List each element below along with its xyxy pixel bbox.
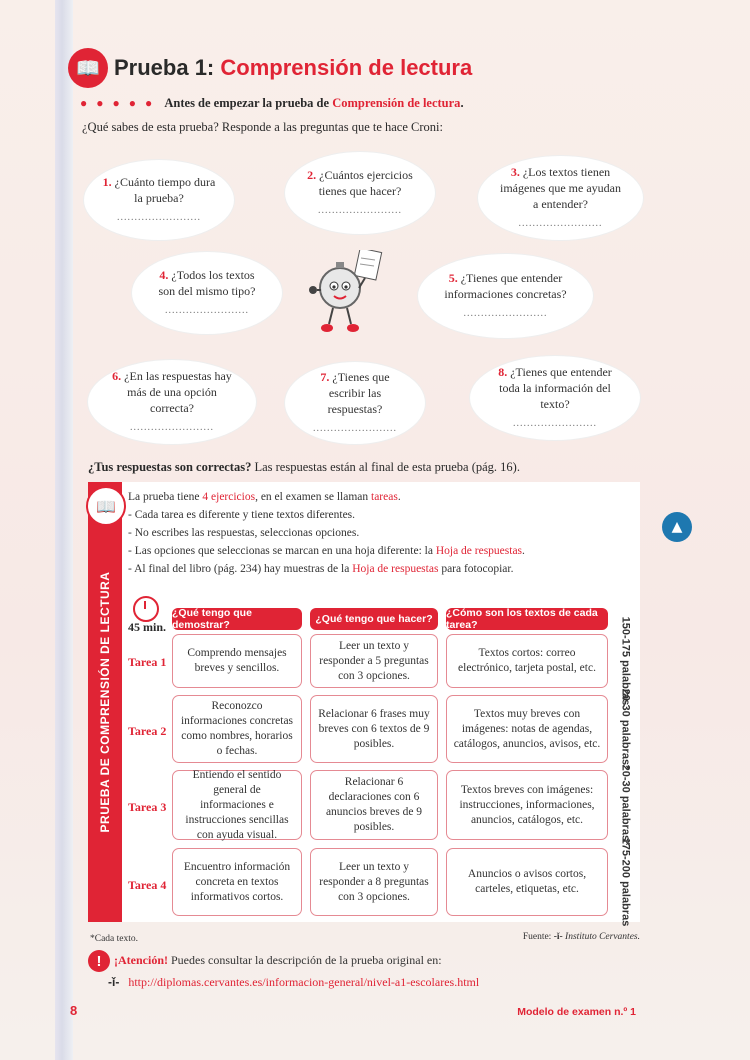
- cell-do: Relacionar 6 frases muy breves con 6 textos de 9 posibles.: [310, 695, 438, 763]
- page-title: Prueba 1: Comprensión de lectura: [114, 55, 473, 80]
- source: Fuente: -ǐ- Instituto Cervantes.: [522, 932, 640, 942]
- page-number: 8: [70, 1003, 78, 1018]
- book-icon: 📖: [68, 48, 108, 88]
- cell-demonstrate: Reconozco informaciones concretas como nombres, horarios o fechas.: [172, 695, 302, 763]
- bookmark-tab-icon[interactable]: ▲: [662, 512, 692, 542]
- bubble-5: 5. ¿Tienes que entender informaciones concretas? ........................: [418, 254, 593, 338]
- bubble-4: 4. ¿Todos los textos son del mismo tipo? ........................: [132, 252, 282, 334]
- bullet-dots: ● ● ● ● ●: [80, 96, 156, 110]
- cell-do: Relacionar 6 declaraciones con 6 anuncios breves de 9 posibles.: [310, 770, 438, 840]
- answer-line[interactable]: ........................: [165, 305, 249, 316]
- bubble-7: 7. ¿Tienes que escribir las respuestas? ........................: [285, 362, 425, 444]
- attention-icon: !: [88, 950, 110, 972]
- intro-question: ¿Qué sabes de esta prueba? Responde a las preguntas que te hace Croni:: [82, 120, 443, 134]
- cell-do: Leer un texto y responder a 5 preguntas con 3 opciones.: [310, 634, 438, 688]
- title-row: [68, 46, 472, 90]
- answer-line[interactable]: ........................: [318, 205, 402, 216]
- answer-line[interactable]: ........................: [513, 418, 597, 429]
- cervantes-link[interactable]: http://diplomas.cervantes.es/informacion-general/nivel-a1-escolares.html: [128, 975, 480, 989]
- answer-line[interactable]: ........................: [130, 422, 214, 433]
- cell-do: Leer un texto y responder a 8 preguntas con 3 opciones.: [310, 848, 438, 916]
- answer-line[interactable]: ........................: [313, 423, 397, 434]
- link-row: [108, 975, 479, 990]
- bubble-1: 1. ¿Cuánto tiempo dura la prueba? ........................: [84, 160, 234, 240]
- bubble-3: 3. ¿Los textos tienen imágenes que me ayudan a entender? ........................: [478, 156, 643, 240]
- cell-demonstrate: Comprendo mensajes breves y sencillos.: [172, 634, 302, 688]
- cervantes-logo-icon: -ǐ-: [108, 975, 120, 989]
- bubble-8: 8. ¿Tienes que entender toda la información del texto? ........................: [470, 356, 640, 440]
- answer-line[interactable]: ........................: [117, 212, 201, 223]
- bubble-6: 6. ¿En las respuestas hay más de una opción correcta? ........................: [88, 360, 256, 444]
- header-demonstrate: ¿Qué tengo que demostrar?: [172, 608, 302, 630]
- bubble-2: 2. ¿Cuántos ejercicios tienes que hacer? ........................: [285, 152, 435, 234]
- intro-line: ● ● ● ● ● Antes de empezar la prueba de Comprensión de lectura.: [80, 96, 464, 110]
- cell-texts: Textos breves con imágenes: instrucciones, informaciones, anuncios, catálogos, etc.: [446, 770, 608, 840]
- tarea-label: Tarea 2: [128, 724, 167, 738]
- book-spine: [55, 0, 73, 1060]
- word-count: 20-30 palabras*: [619, 764, 632, 846]
- cell-texts: Textos muy breves con imágenes: notas de agendas, catálogos, anuncios, avisos, etc.: [446, 695, 608, 763]
- word-count: 150-175 palabras: [619, 616, 632, 706]
- attention-text: ¡Atención! Puedes consultar la descripción de la prueba original en:: [114, 953, 442, 967]
- duration: 45 min.: [128, 620, 167, 634]
- header-texts: ¿Cómo son los textos de cada tarea?: [446, 608, 608, 630]
- tarea-label: Tarea 4: [128, 878, 167, 892]
- footnote: *Cada texto.: [90, 934, 139, 944]
- cell-texts: Anuncios o avisos cortos, carteles, etiquetas, etc.: [446, 848, 608, 916]
- answers-note: ¿Tus respuestas son correctas? Las respuestas están al final de esta prueba (pág. 16).: [88, 460, 520, 474]
- word-count: 175-200 palabras: [619, 837, 632, 927]
- sidebar-label: PRUEBA DE COMPRENSIÓN DE LECTURA: [98, 571, 112, 833]
- cell-demonstrate: Entiendo el sentido general de informaciones e instrucciones sencillas con ayuda visual.: [172, 770, 302, 840]
- cell-demonstrate: Encuentro información concreta en textos informativos cortos.: [172, 848, 302, 916]
- cell-texts: Textos cortos: correo electrónico, tarjeta postal, etc.: [446, 634, 608, 688]
- tarea-label: Tarea 1: [128, 655, 167, 669]
- clock-icon: [133, 596, 159, 622]
- word-count: 20-30 palabras*: [619, 688, 632, 770]
- rules-list: La prueba tiene 4 ejercicios, en el examen se llaman tareas. - Cada tarea es diferente y tiene textos diferentes. - No escribes las respuestas, seleccionas opciones. - Las opciones que seleccionas se marcan en una hoja diferente: la Hoja de respuestas. - Al final del libro (pág. 234) hay muestras de la Hoja de respuestas para fotocopiar.: [128, 491, 525, 575]
- header-do: ¿Qué tengo que hacer?: [310, 608, 438, 630]
- tarea-label: Tarea 3: [128, 800, 167, 814]
- answer-line[interactable]: ........................: [463, 308, 548, 319]
- footer-title: Modelo de examen n.º 1: [517, 1006, 636, 1018]
- croni-mascot: [305, 250, 385, 345]
- book-icon: 📖: [86, 486, 126, 526]
- answer-line[interactable]: ........................: [518, 218, 603, 229]
